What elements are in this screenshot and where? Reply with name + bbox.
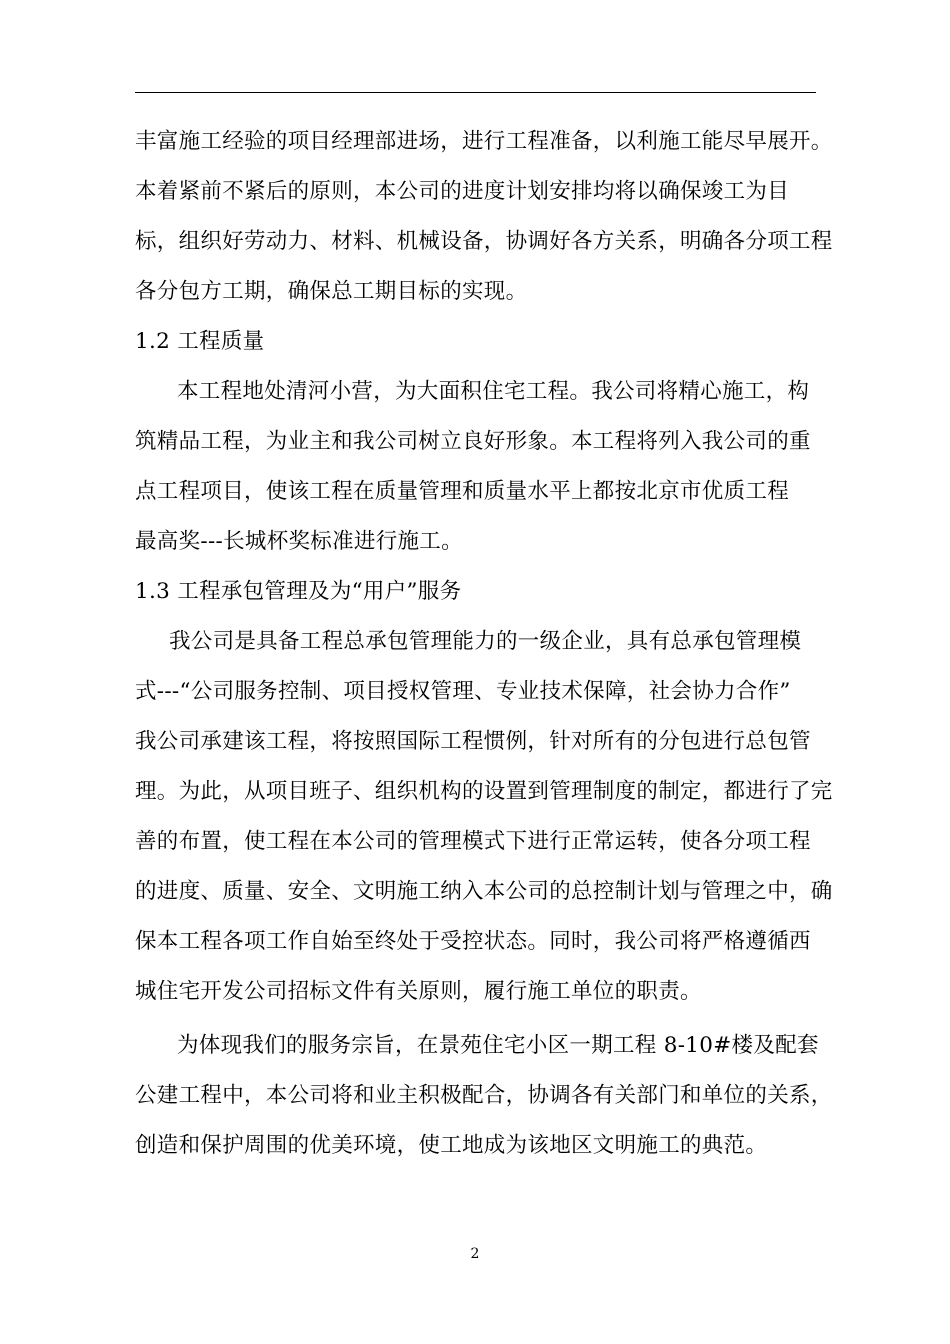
text-line: 丰富施工经验的项目经理部进场，进行工程准备，以利施工能尽早展开。 — [135, 129, 833, 154]
section-1-2 — [135, 317, 825, 567]
paragraph-1-3-b — [135, 1021, 833, 1171]
page-number: 2 — [470, 1246, 480, 1262]
text-line: 式---“公司服务控制、项目授权管理、专业技术保障，社会协力合作” — [135, 679, 791, 704]
document-body — [135, 117, 833, 1171]
text-line: 保本工程各项工作自始至终处于受控状态。同时，我公司将严格遵循西 — [135, 929, 811, 954]
text-line: 理。为此，从项目班子、组织机构的设置到管理制度的制定，都进行了完 — [135, 779, 833, 804]
text-line: 本着紧前不紧后的原则，本公司的进度计划安排均将以确保竣工为目 — [135, 179, 790, 204]
text-line: 点工程项目，使该工程在质量管理和质量水平上都按北京市优质工程 — [135, 479, 790, 504]
text-line: 为体现我们的服务宗旨，在景苑住宅小区一期工程 8-10#楼及配套 — [177, 1033, 819, 1058]
section-heading: 1.2 工程质量 — [135, 329, 265, 354]
paragraph-intro — [135, 117, 833, 317]
section-1-3 — [135, 567, 833, 1171]
text-line: 最高奖---长城杯奖标准进行施工。 — [135, 529, 463, 554]
text-line: 创造和保护周围的优美环境，使工地成为该地区文明施工的典范。 — [135, 1133, 768, 1158]
text-line: 善的布置，使工程在本公司的管理模式下进行正常运转，使各分项工程 — [135, 829, 811, 854]
section-heading: 1.3 工程承包管理及为“用户”服务 — [135, 579, 462, 604]
paragraph-1-3-a — [135, 617, 833, 1017]
text-line: 公建工程中，本公司将和业主积极配合，协调各有关部门和单位的关系， — [135, 1083, 833, 1108]
text-line: 我公司是具备工程总承包管理能力的一级企业，具有总承包管理模 — [169, 629, 802, 654]
text-line: 标，组织好劳动力、材料、机械设备，协调好各方关系，明确各分项工程 — [135, 229, 833, 254]
text-line: 各分包方工期，确保总工期目标的实现。 — [135, 279, 528, 304]
text-line: 我公司承建该工程，将按照国际工程惯例，针对所有的分包进行总包管 — [135, 729, 811, 754]
text-line: 城住宅开发公司招标文件有关原则，履行施工单位的职责。 — [135, 979, 702, 1004]
text-line: 的进度、质量、安全、文明施工纳入本公司的总控制计划与管理之中，确 — [135, 879, 833, 904]
text-line: 筑精品工程，为业主和我公司树立良好形象。本工程将列入我公司的重 — [135, 429, 811, 454]
text-line: 本工程地处清河小营，为大面积住宅工程。我公司将精心施工，构 — [177, 379, 810, 404]
header-rule — [135, 92, 816, 93]
